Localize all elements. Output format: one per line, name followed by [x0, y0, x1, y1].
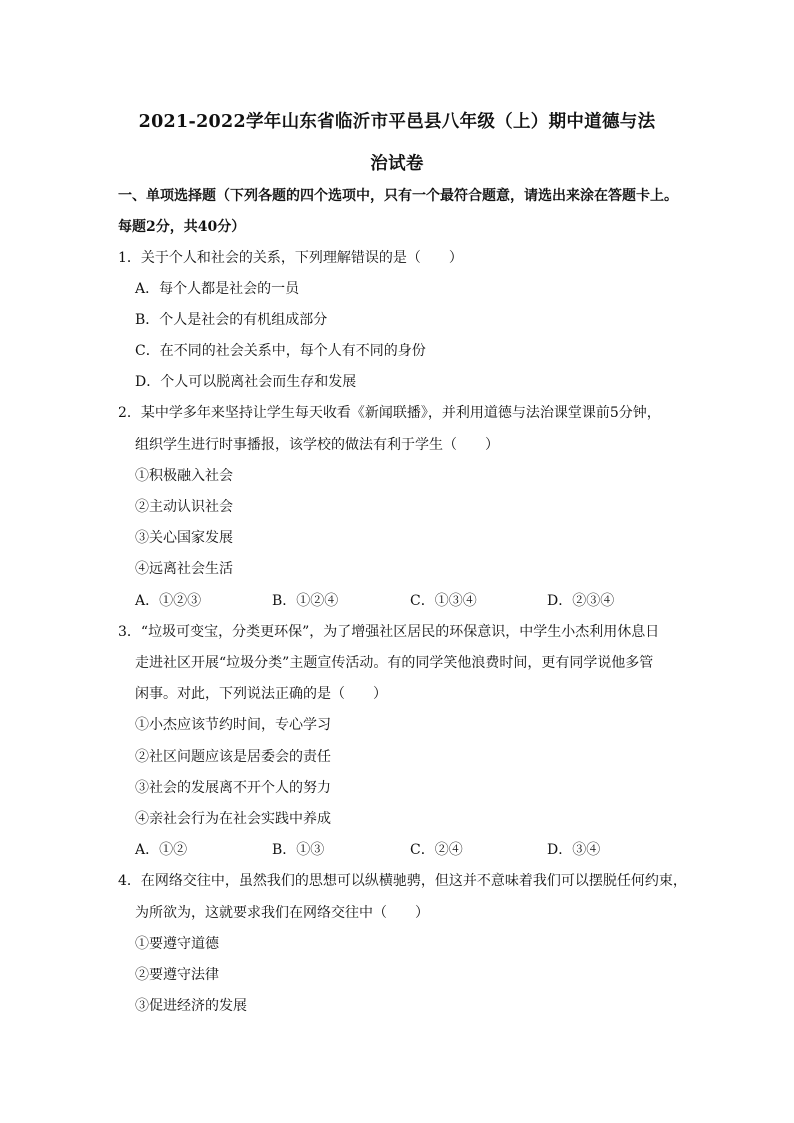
question-2-choice-c: C．①③④ — [410, 593, 477, 609]
question-4-item-3: ③促进经济的发展 — [135, 998, 247, 1014]
question-1-option-a: A．每个人都是社会的一员 — [135, 281, 300, 297]
question-2-choice-d: D．②③④ — [547, 593, 615, 609]
question-3-stem-line-2: 走进社区开展“垃圾分类”主题宣传活动。有的同学笑他浪费时间，更有同学说他多管 — [135, 655, 654, 671]
section-heading-line-1: 一、单项选择题（下列各题的四个选项中，只有一个最符合题意，请选出来涂在答题卡上。 — [118, 188, 678, 204]
question-2-item-2: ②主动认识社会 — [135, 499, 233, 515]
question-1-stem: 1．关于个人和社会的关系，下列理解错误的是（ ） — [118, 250, 463, 266]
question-1-option-c: C．在不同的社会关系中，每个人有不同的身份 — [135, 343, 426, 359]
question-2-stem-line-2: 组织学生进行时事播报，该学校的做法有利于学生（ ） — [135, 437, 499, 453]
question-4-stem-line-2: 为所欲为，这就要求我们在网络交往中（ ） — [135, 905, 429, 921]
question-2-stem-line-1: 2．某中学多年来坚持让学生每天收看《新闻联播》，并利用道德与法治课堂课前5分钟， — [118, 405, 661, 421]
question-3-item-2: ②社区问题应该是居委会的责任 — [135, 749, 331, 765]
question-3-item-3: ③社会的发展离不开个人的努力 — [135, 780, 331, 796]
question-3-choice-c: C．②④ — [410, 842, 463, 858]
exam-title-line-1: 2021-2022学年山东省临沂市平邑县八年级（上）期中道德与法 — [138, 112, 656, 132]
question-3-choice-d: D．③④ — [547, 842, 601, 858]
question-4-item-1: ①要遵守道德 — [135, 936, 219, 952]
question-3-stem-line-1: 3．“垃圾可变宝，分类更环保”，为了增强社区居民的环保意识，中学生小杰利用休息日 — [118, 624, 660, 640]
question-1-option-b: B．个人是社会的有机组成部分 — [135, 312, 328, 328]
question-2-item-1: ①积极融入社会 — [135, 468, 233, 484]
question-2-choice-a: A．①②③ — [135, 593, 202, 609]
question-3-item-1: ①小杰应该节约时间，专心学习 — [135, 717, 331, 733]
question-3-choice-b: B．①③ — [272, 842, 325, 858]
question-3-choice-a: A．①② — [135, 842, 188, 858]
question-2-choice-b: B．①②④ — [272, 593, 339, 609]
question-4-stem-line-1: 4．在网络交往中，虽然我们的思想可以纵横驰骋，但这并不意味着我们可以摆脱任何约束， — [118, 873, 687, 889]
question-3-stem-line-3: 闲事。对此，下列说法正确的是（ ） — [135, 686, 387, 702]
question-3-item-4: ④亲社会行为在社会实践中养成 — [135, 811, 331, 827]
exam-title-line-2: 治试卷 — [370, 154, 424, 174]
question-1-option-d: D．个人可以脱离社会而生存和发展 — [135, 374, 357, 390]
question-2-item-4: ④远离社会生活 — [135, 561, 233, 577]
question-4-item-2: ②要遵守法律 — [135, 967, 219, 983]
question-2-item-3: ③关心国家发展 — [135, 530, 233, 546]
section-heading-line-2: 每题2分，共40分） — [118, 219, 246, 235]
